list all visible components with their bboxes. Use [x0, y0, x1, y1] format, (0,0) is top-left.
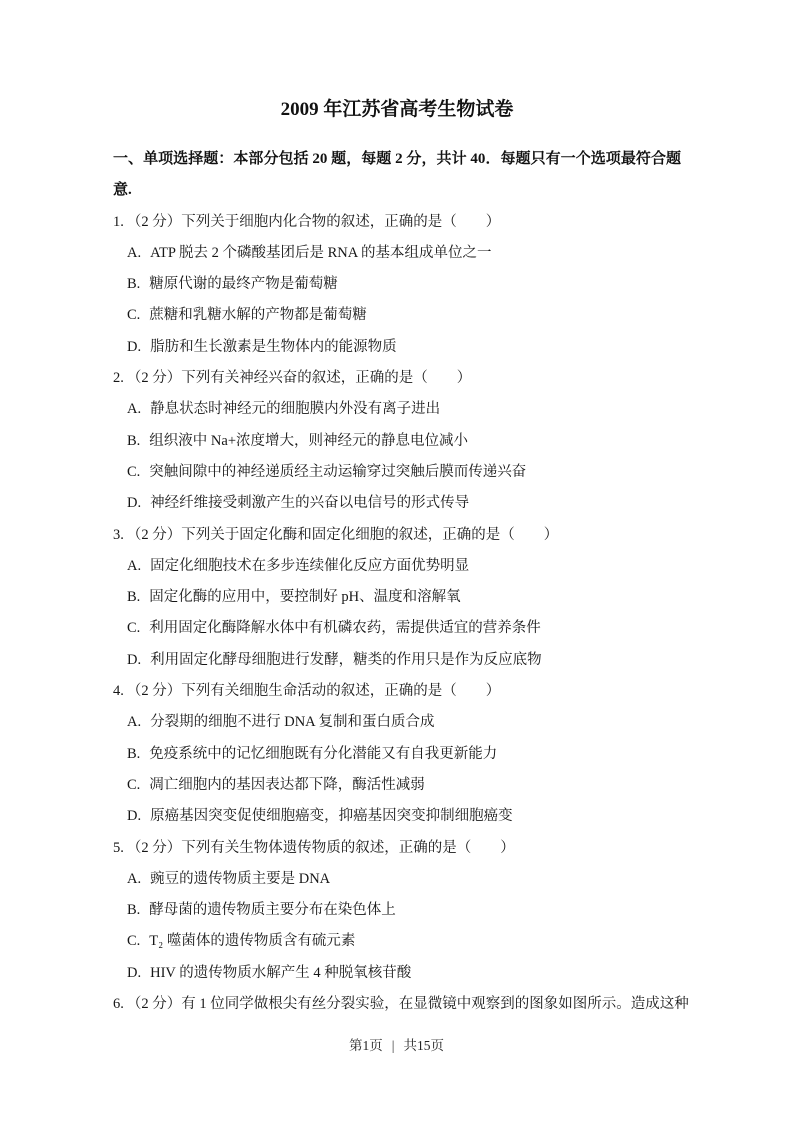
option-label: C.: [127, 463, 141, 480]
option-text: 利用固定化酶降解水体中有机磷农药，需提供适宜的营养条件: [149, 620, 541, 637]
question-stem: [113, 989, 689, 1020]
question-points: （2 分）: [126, 996, 182, 1013]
option-text: 利用固定化酵母细胞进行发酵，糖类的作用只是作为反应底物: [150, 651, 542, 668]
option-d: [113, 958, 681, 989]
option-text: HIV 的遗传物质水解产生 4 种脱氧核苷酸: [150, 964, 412, 981]
option-text: 组织液中 Na+浓度增大，则神经元的静息电位减小: [149, 432, 469, 449]
question-stem: [113, 676, 681, 707]
question-number: 4.: [113, 683, 124, 700]
option-c: [113, 770, 681, 801]
option-label: B.: [127, 745, 141, 762]
option-text: 原癌基因突变促使细胞癌变，抑癌基因突变抑制细胞癌变: [150, 808, 513, 825]
option-d: [113, 801, 681, 832]
question-stem: [113, 833, 681, 864]
page-footer: [0, 1036, 793, 1056]
question-points: （2 分）: [126, 683, 182, 700]
option-label: B.: [127, 902, 141, 919]
question-points: （2 分）: [126, 839, 182, 856]
question-number: 1.: [113, 213, 124, 230]
question-2: [113, 363, 681, 519]
option-d: [113, 645, 681, 676]
question-number: 3.: [113, 526, 124, 543]
option-label: D.: [127, 964, 142, 981]
question-stem: [113, 520, 681, 551]
question-5: [113, 833, 681, 989]
question-stem: [113, 363, 681, 394]
option-d: [113, 488, 681, 519]
option-b: [113, 269, 681, 300]
option-label: C.: [127, 620, 141, 637]
option-a: [113, 864, 681, 895]
question-text: 下列有关神经兴奋的叙述，正确的是（ ）: [181, 370, 472, 387]
option-c: [113, 613, 681, 644]
option-label: C.: [127, 307, 141, 324]
question-text: 下列有关细胞生命活动的叙述，正确的是（ ）: [181, 683, 501, 700]
option-text: 豌豆的遗传物质主要是 DNA: [150, 870, 331, 887]
option-text: 固定化细胞技术在多步连续催化反应方面优势明显: [150, 557, 470, 574]
option-text: 凋亡细胞内的基因表达都下降，酶活性减弱: [149, 776, 425, 793]
option-label: D.: [127, 338, 142, 355]
option-text: 蔗糖和乳糖水解的产物都是葡萄糖: [149, 307, 367, 324]
option-b: [113, 739, 681, 770]
option-label: B.: [127, 276, 141, 293]
option-text: 静息状态时神经元的细胞膜内外没有离子进出: [150, 401, 441, 418]
question-text: 下列有关生物体遗传物质的叙述，正确的是（ ）: [181, 839, 515, 856]
option-b: [113, 426, 681, 457]
section-heading: 一、单项选择题：本部分包括 20 题，每题 2 分，共计 40．每题只有一个选项最符合题意.: [113, 151, 681, 199]
option-text: 脂肪和生长激素是生物体内的能源物质: [150, 338, 397, 355]
question-number: 6.: [113, 996, 124, 1013]
option-label: D.: [127, 495, 142, 512]
option-text: 分裂期的细胞不进行 DNA 复制和蛋白质合成: [150, 714, 435, 731]
question-text: 下列关于固定化酶和固定化细胞的叙述，正确的是（ ）: [181, 526, 559, 543]
footer-current-page: 第1页: [349, 1038, 383, 1053]
option-text: 突触间隙中的神经递质经主动运输穿过突触后膜而传递兴奋: [149, 463, 527, 480]
option-c: [113, 457, 681, 488]
option-label: A.: [127, 244, 142, 261]
question-6: [113, 989, 689, 1020]
option-label: D.: [127, 808, 142, 825]
question-points: （2 分）: [126, 526, 182, 543]
option-c: [113, 926, 681, 957]
question-3: [113, 520, 681, 676]
question-text: 下列关于细胞内化合物的叙述，正确的是（ ）: [181, 213, 501, 230]
option-text: 固定化酶的应用中，要控制好 pH、温度和溶解氧: [149, 589, 461, 606]
option-label: C.: [127, 933, 141, 950]
question-points: （2 分）: [126, 213, 182, 230]
question-stem: [113, 207, 681, 238]
option-a: [113, 707, 681, 738]
footer-total-pages: 共15页: [403, 1038, 444, 1053]
option-a: [113, 394, 681, 425]
option-text: 神经纤维接受刺激产生的兴奋以电信号的形式传导: [150, 495, 470, 512]
question-points: （2 分）: [126, 370, 182, 387]
question-4: [113, 676, 681, 832]
option-a: [113, 238, 681, 269]
option-label: A.: [127, 714, 142, 731]
option-text: 酵母菌的遗传物质主要分布在染色体上: [149, 902, 396, 919]
option-text: 免疫系统中的记忆细胞既有分化潜能又有自我更新能力: [149, 745, 498, 762]
option-text: 糖原代谢的最终产物是葡萄糖: [149, 276, 338, 293]
option-d: [113, 332, 681, 363]
question-number: 5.: [113, 839, 124, 856]
option-text: ATP 脱去 2 个磷酸基团后是 RNA 的基本组成单位之一: [150, 244, 492, 261]
page-title: 2009 年江苏省高考生物试卷: [280, 99, 514, 120]
option-label: C.: [127, 776, 141, 793]
question-text: 有 1 位同学做根尖有丝分裂实验，在显微镜中观察到的图象如图所示。造成这种: [181, 996, 689, 1013]
option-label: A.: [127, 557, 142, 574]
option-label: B.: [127, 589, 141, 606]
option-b: [113, 895, 681, 926]
question-1: [113, 207, 681, 363]
option-text: T₂ 噬菌体的遗传物质含有硫元素: [149, 933, 356, 950]
question-number: 2.: [113, 370, 124, 387]
option-a: [113, 551, 681, 582]
option-label: A.: [127, 401, 142, 418]
option-label: A.: [127, 870, 142, 887]
option-b: [113, 582, 681, 613]
option-label: B.: [127, 432, 141, 449]
footer-separator: |: [391, 1038, 395, 1053]
option-c: [113, 300, 681, 331]
option-label: D.: [127, 651, 142, 668]
